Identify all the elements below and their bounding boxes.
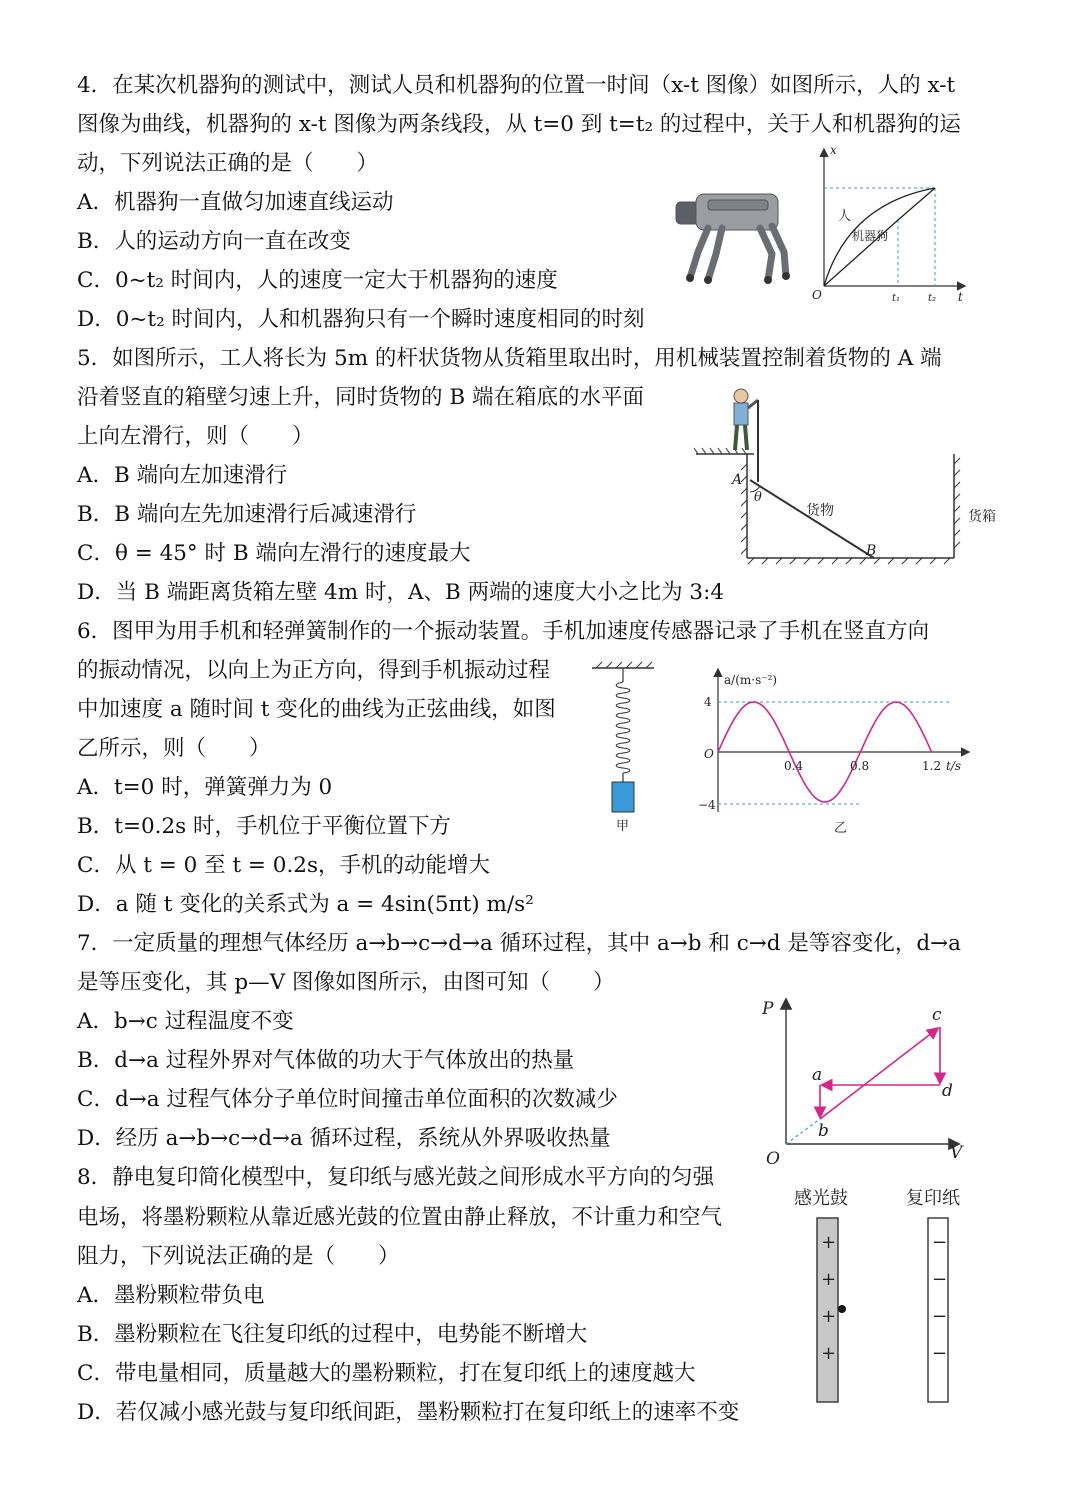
origin-label: O [812, 288, 822, 302]
paper-minus-3: − [932, 1306, 948, 1327]
q4-option-b: B．人的运动方向一直在改变 [77, 229, 351, 254]
x-tick-0-4: 0.4 [784, 759, 804, 773]
q4-option-c: C．0~t₂ 时间内，人的速度一定大于机器狗的速度 [77, 268, 558, 293]
q6-option-c: C．从 t = 0 至 t = 0.2s，手机的动能增大 [77, 853, 491, 878]
toner-particle [838, 1305, 846, 1313]
q8-copier-figure [786, 1182, 986, 1407]
point-a-label: A [732, 472, 743, 488]
q8-stem-line-1: 8．静电复印简化模型中，复印纸与感光鼓之间形成水平方向的匀强 [77, 1165, 715, 1190]
q5-box-figure [692, 384, 1012, 574]
paper-minus-1: − [932, 1232, 948, 1253]
drum-plus-1: + [821, 1232, 837, 1253]
point-b-label: B [866, 543, 877, 559]
q8-option-b: B．墨粉颗粒在飞往复印纸的过程中，电势能不断增大 [77, 1322, 588, 1347]
t1-label: t₁ [892, 293, 901, 304]
paper-minus-4: − [932, 1343, 948, 1364]
q7-option-c: C．d→a 过程气体分子单位时间撞击单位面积的次数减少 [77, 1087, 618, 1112]
q6-option-a: A．t=0 时，弹簧弹力为 0 [77, 775, 333, 800]
robot-dog-image [668, 180, 798, 285]
q8-stem-line-2: 电场，将墨粉颗粒从靠近感光鼓的位置由静止释放，不计重力和空气 [77, 1205, 723, 1230]
q4-option-a: A．机器狗一直做匀加速直线运动 [77, 190, 394, 215]
theta-label: θ [754, 490, 762, 505]
q6-stem-line-2: 的振动情况，以向上为正方向，得到手机振动过程 [77, 658, 551, 683]
fig-jia-label: 甲 [616, 819, 630, 834]
q5-option-c: C．θ = 45° 时 B 端向左滑行的速度最大 [77, 541, 471, 566]
worker-figure [734, 389, 758, 450]
x-axis-label: x [830, 144, 837, 157]
q5-option-d: D．当 B 端距离货箱左壁 4m 时，A、B 两端的速度大小之比为 3:4 [77, 580, 725, 605]
drum-plus-2: + [821, 1269, 837, 1290]
q7-stem-line-1: 7．一定质量的理想气体经历 a→b→c→d→a 循环过程，其中 a→b 和 c→d 是等容变化，d→a [77, 931, 961, 956]
q6-at-graph [690, 664, 980, 836]
point-d-label: d [942, 1081, 953, 1101]
p-axis-label: P [762, 999, 774, 1019]
paper-minus-2: − [932, 1269, 948, 1290]
q5-stem-line-1: 5．如图所示，工人将长为 5m 的杆状货物从货箱里取出时，用机械装置控制着货物的 A 端 [77, 346, 942, 371]
q6-option-d: D．a 随 t 变化的关系式为 a = 4sin(5πt) m/s² [77, 892, 534, 917]
x-tick-0-8: 0.8 [850, 759, 870, 773]
drum-plus-4: + [821, 1343, 837, 1364]
phone-block [612, 782, 634, 812]
q6-stem-line-3: 中加速度 a 随时间 t 变化的曲线为正弦曲线，如图 [77, 697, 556, 722]
paper-label: 复印纸 [906, 1188, 960, 1209]
rod-cargo [750, 480, 877, 559]
q8-option-a: A．墨粉颗粒带负电 [77, 1283, 265, 1308]
fig-yi-label: 乙 [834, 821, 848, 836]
t2-label: t₂ [928, 293, 937, 304]
dog-label: 机器狗 [852, 229, 889, 243]
origin-label: O [766, 1149, 780, 1168]
q7-option-d: D．经历 a→b→c→d→a 循环过程，系统从外界吸收热量 [77, 1126, 611, 1151]
q5-option-a: A．B 端向左加速滑行 [77, 463, 288, 488]
x-tick-1-2: 1.2 [922, 759, 942, 773]
q4-stem-line-3: 动，下列说法正确的是（ ） [77, 151, 379, 176]
y-tick-neg-4: −4 [698, 798, 716, 812]
point-a-label: a [812, 1065, 823, 1085]
t-axis-label: t [958, 290, 963, 304]
spring-device-figure [588, 660, 658, 838]
q4-stem-line-1: 4．在某次机器狗的测试中，测试人员和机器狗的位置一时间（x-t 图像）如图所示，人的 x-t [77, 73, 956, 98]
q8-option-d: D．若仅减小感光鼓与复印纸间距，墨粉颗粒打在复印纸上的速率不变 [77, 1400, 740, 1425]
q4-stem-line-2: 图像为曲线，机器狗的 x-t 图像为两条线段，从 t=0 到 t=t₂ 的过程中，关于人和机器狗的运 [77, 112, 961, 137]
q5-stem-line-3: 上向左滑行，则（ ） [77, 424, 314, 449]
drum-label: 感光鼓 [794, 1188, 848, 1209]
q7-pv-graph [758, 992, 973, 1168]
q4-xt-graph [808, 144, 970, 304]
cargo-label: 货物 [806, 503, 834, 519]
q6-stem-line-4: 乙所示，则（ ） [77, 736, 271, 761]
a-axis-label: a/(m·s⁻²) [724, 673, 778, 687]
drum-plus-3: + [821, 1306, 837, 1327]
spring-coil [616, 682, 630, 773]
q7-stem-line-2: 是等压变化，其 p—V 图像如图所示，由图可知（ ） [77, 970, 615, 995]
q5-option-b: B．B 端向左先加速滑行后减速滑行 [77, 502, 417, 527]
v-axis-label: V [950, 1143, 963, 1163]
y-tick-4: 4 [704, 695, 712, 709]
q7-option-b: B．d→a 过程外界对气体做的功大于气体放出的热量 [77, 1048, 575, 1073]
origin-label: O [704, 747, 714, 761]
q6-option-b: B．t=0.2s 时，手机位于平衡位置下方 [77, 814, 452, 839]
point-b-label: b [818, 1121, 829, 1141]
q6-stem-line-1: 6．图甲为用手机和轻弹簧制作的一个振动装置。手机加速度传感器记录了手机在竖直方向 [77, 619, 930, 644]
q8-option-c: C．带电量相同，质量越大的墨粉颗粒，打在复印纸上的速度越大 [77, 1361, 696, 1386]
q5-stem-line-2: 沿着竖直的箱壁匀速上升，同时货物的 B 端在箱底的水平面 [77, 385, 644, 410]
person-label: 人 [838, 209, 852, 224]
point-c-label: c [932, 1005, 942, 1025]
q8-stem-line-3: 阻力，下列说法正确的是（ ） [77, 1244, 400, 1269]
box-label: 货箱 [968, 509, 996, 525]
q7-option-a: A．b→c 过程温度不变 [77, 1009, 294, 1034]
q4-option-d: D．0~t₂ 时间内，人和机器狗只有一个瞬时速度相同的时刻 [77, 307, 645, 332]
process-b-to-c [820, 1029, 937, 1119]
t-axis-label: t/s [946, 759, 962, 773]
